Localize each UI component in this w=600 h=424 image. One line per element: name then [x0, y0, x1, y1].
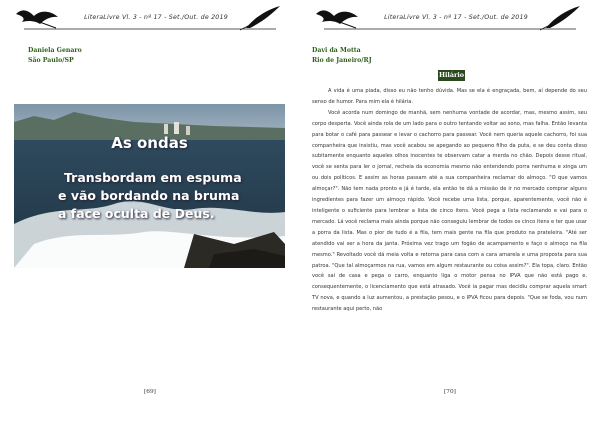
page-header — [14, 4, 286, 34]
page-number: [70] — [444, 389, 456, 395]
ocean-wave-image — [14, 104, 285, 268]
author-name: Daniela Genaro — [28, 47, 82, 54]
poem-line: e vão bordando na bruma — [58, 188, 240, 203]
story-title: Hilário — [438, 71, 465, 79]
story-text — [312, 86, 587, 315]
author-location: São Paulo/SP — [28, 57, 74, 64]
author-name: Davi da Motta — [312, 47, 361, 54]
poem-photo — [14, 104, 285, 268]
page-number: [69] — [144, 389, 156, 395]
header-title: LiteraLivre Vl. 3 - nº 17 - Set./Out. de 2019 — [384, 14, 528, 21]
photo-title: As ondas — [111, 134, 188, 152]
poem-line: a face oculta de Deus. — [58, 206, 215, 221]
header-title: LiteraLivre Vl. 3 - nº 17 - Set./Out. de 2019 — [84, 14, 228, 21]
page-header — [314, 4, 586, 34]
story-paragraph: Você acorda num domingo de manhã, sem nenhuma vontade de acordar, mas, mesmo assim, seu corpo desperta. Você ainda rola de um lado para o outro tentando voltar ao sono, mas falha. Então levanta para botar o café para passear e levar o cachorro para passear. Você nem queria aquele cachorro, foi sua companheira que insistiu, mas você acabou se apegando ao pequeno filho da puta, e se deu conta disso subitamente enquanto aqueles olhos inocentes te observam catar a merda no chão. Depois desse ritual, você se senta para ler o jornal, recheia da economia mesmo não entendendo porra nenhuma e xinga um ou dois políticos. E assim as horas passam até a sua companheira reclamar do almoço. "O que vamos almoçar?". Não tem nada pronto e já é tarde, ela então te dá a missão de ir no mercado comprar alguns ingredientes para fazer um almoço rápido. Você recebe uma lista, porque, aparentemente, você não é inteligente o suficiente para lembrar a lista de cinco itens. Você pega a lista reclamando e vai para o mercado. Lá você reclama mais ainda porque não conseguiu lembrar de todos os cinco itens e ter que usar a porra da lista. Mas o pior de tudo é a fila, tem mais gente na fila que produto na prateleira. "Até ser atendido vai ser a hora da janta. Próxima vez trago um fogão de acampamento e faço o almoço na fila mesmo." Revoltado você dá meia volta e retorna para casa com a cara amarela e uma proposta para sua patroa. "Que tal almoçarmos na rua, vamos em algum restaurante ou coisa assim?". Ela topa, claro. Então você sai de casa e pega o carro, enquanto liga o motor pensa no IPVA que não está pago e, consequentemente, o licenciamento que está atrasado. Você ia pagar mas decidiu comprar aquela smart TV nova, e quando a luz aumentou, a prestação pesou, e o IPVA ficou para depois. "Que se foda, vou num restaurante aqui perto, não — [312, 109, 587, 313]
story-paragraph: A vida é uma piada, disso eu não tenho dúvida. Mas se ela é engraçada, bem, aí depende do seu senso de humor. Para mim ela é hilária. — [312, 88, 587, 105]
poem-line: Transbordam em espuma — [64, 170, 242, 185]
author-location: Rio de Janeiro/RJ — [312, 57, 372, 64]
